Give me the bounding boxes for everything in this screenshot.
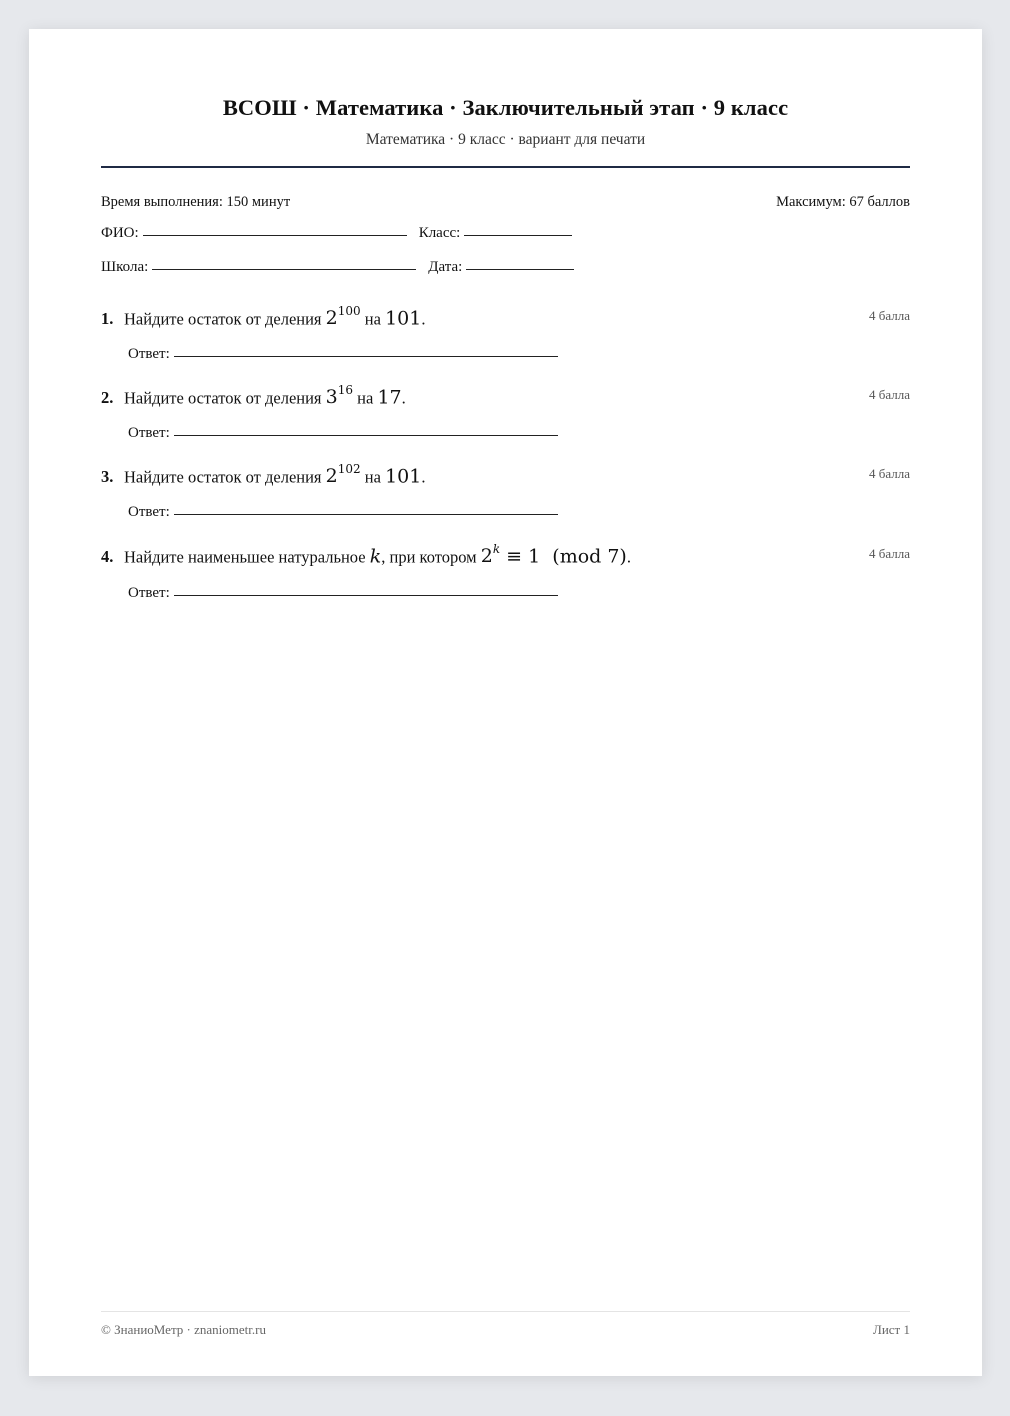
class-label: Класс: [418, 225, 461, 241]
question-2 [101, 383, 910, 441]
question-4 [101, 542, 910, 601]
question-1 [101, 304, 910, 362]
question-3 [101, 462, 910, 520]
answer-row [128, 504, 558, 521]
question-number: 2. [101, 388, 114, 408]
question-text: Найдите наименьшее натуральное k, при котором $2^k \equiv 1$ (mod 7). [124, 542, 631, 568]
copyright: © ЗнаниоМетр · znaniometr.ru [101, 1322, 266, 1337]
answer-label: Ответ: [128, 346, 170, 362]
sheet-content [101, 29, 910, 1376]
question-points: 4 балла [869, 387, 910, 402]
question-text: Найдите остаток от деления $3^{16}$ на 17. [124, 383, 406, 409]
date-label: Дата: [428, 259, 463, 275]
field-row-fio [101, 225, 572, 242]
footer-divider [101, 1311, 910, 1312]
max-score: Максимум: 67 баллов [776, 194, 910, 210]
question-points: 4 балла [869, 308, 910, 323]
page-footer [101, 1322, 910, 1338]
answer-field[interactable] [174, 435, 558, 436]
answer-label: Ответ: [128, 504, 170, 520]
question-number: 4. [101, 547, 114, 567]
sheet-number: Лист 1 [873, 1322, 910, 1337]
answer-field[interactable] [174, 595, 558, 596]
question-text: Найдите остаток от деления $2^{100}$ на 101. [124, 304, 426, 330]
fio-field[interactable] [143, 234, 407, 236]
field-row-school [101, 259, 574, 276]
fio-label: ФИО: [101, 225, 139, 241]
header-divider [101, 166, 910, 168]
time-limit: Время выполнения: 150 минут [101, 194, 291, 210]
answer-field[interactable] [174, 356, 558, 357]
question-number: 1. [101, 309, 114, 329]
question-text: Найдите остаток от деления $2^{102}$ на 101. [124, 462, 426, 488]
page-title: ВСОШ · Математика · Заключительный этап · 9 класс [222, 95, 789, 120]
date-field[interactable] [466, 268, 574, 270]
class-field[interactable] [464, 234, 572, 236]
question-number: 3. [101, 467, 114, 487]
answer-label: Ответ: [128, 585, 170, 601]
page-subtitle: Математика · 9 класс · вариант для печати [365, 131, 646, 148]
answer-label: Ответ: [128, 425, 170, 441]
answer-field[interactable] [174, 514, 558, 515]
school-label: Школа: [101, 259, 149, 275]
exam-sheet [29, 29, 982, 1376]
meta-row [101, 194, 910, 211]
answer-row [128, 585, 558, 602]
question-points: 4 балла [869, 466, 910, 481]
school-field[interactable] [152, 268, 416, 270]
question-points: 4 балла [869, 546, 910, 561]
answer-row [128, 346, 558, 363]
answer-row [128, 425, 558, 442]
